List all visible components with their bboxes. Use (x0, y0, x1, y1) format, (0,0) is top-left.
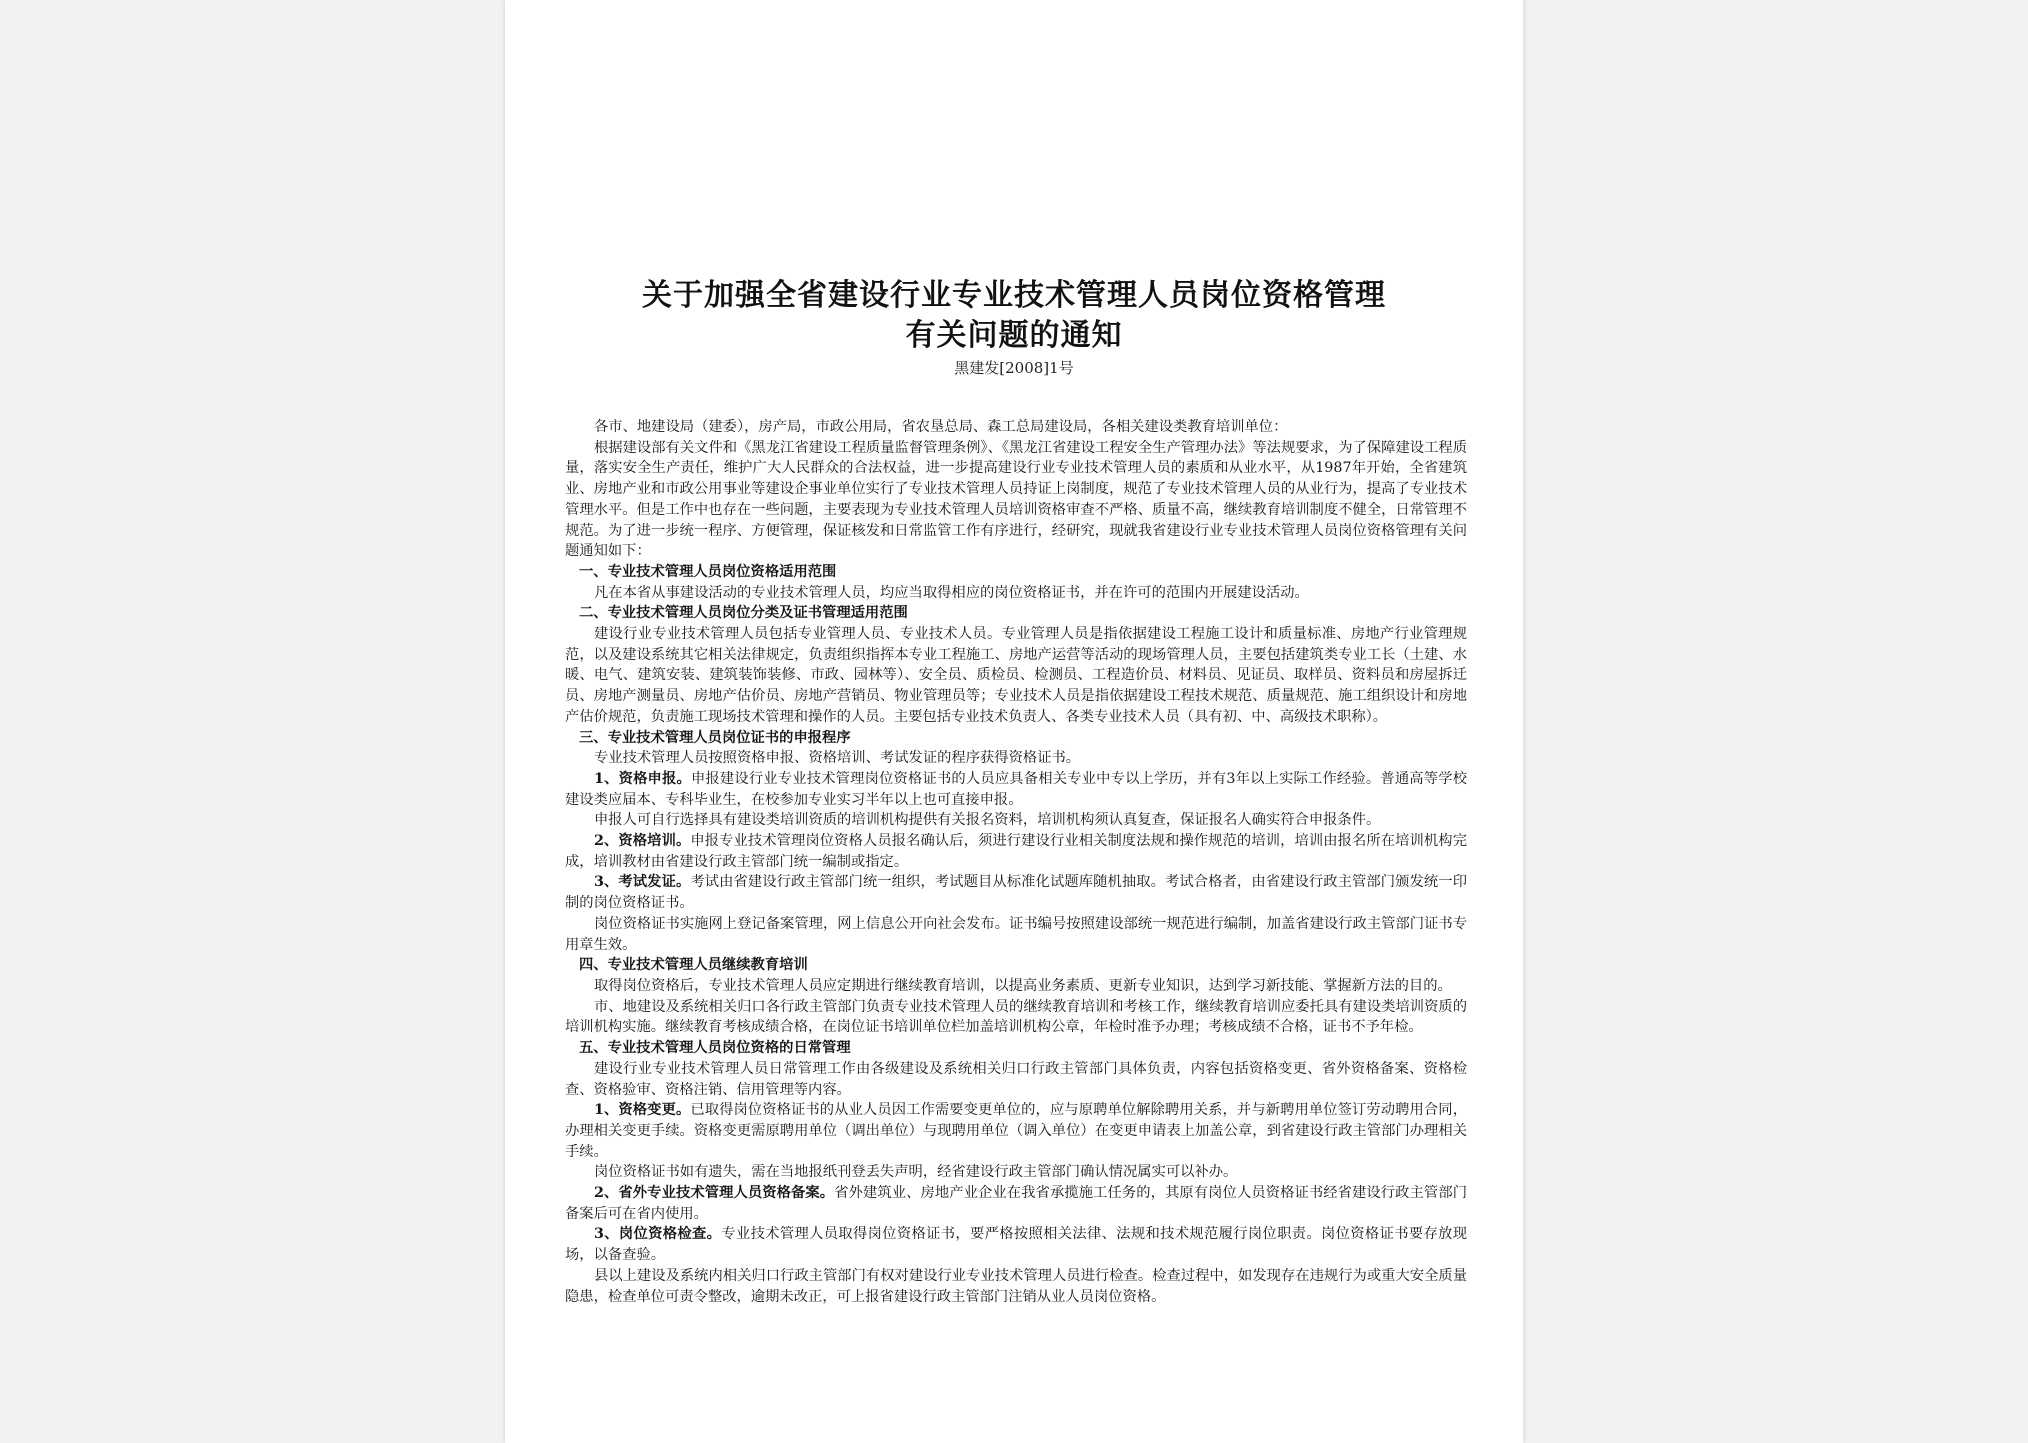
subsection-paragraph (565, 769, 1467, 810)
paragraph: 专业技术管理人员按照资格申报、资格培训、考试发证的程序获得资格证书。 (594, 750, 1081, 767)
section-heading: 一、专业技术管理人员岗位资格适用范围 (579, 563, 837, 580)
subsection-text: 专业技术管理人员取得岗位资格证书，要严格按照相关法律、法规和技术规范履行岗位职责。岗位资格证书要存放现场，以备查验。 (565, 1226, 1467, 1264)
document-title-line1: 关于加强全省建设行业专业技术管理人员岗位资格管理 (642, 278, 1386, 313)
document-body (565, 417, 1467, 1307)
section-heading: 四、专业技术管理人员继续教育培训 (579, 957, 808, 974)
subsection-paragraph (565, 831, 1467, 872)
section-heading: 五、专业技术管理人员岗位资格的日常管理 (579, 1040, 851, 1057)
paragraph: 建设行业专业技术管理人员日常管理工作由各级建设及系统相关归口行政主管部门具体负责，内容包括资格变更、省外资格备案、资格检查、资格验审、资格注销、信用管理等内容。 (565, 1060, 1467, 1098)
paragraph: 申报人可自行选择具有建设类培训资质的培训机构提供有关报名资料，培训机构须认真复查，保证报名人确实符合申报条件。 (594, 812, 1381, 829)
subsection-text: 省外建筑业、房地产业企业在我省承揽施工任务的，其原有岗位人员资格证书经省建设行政主管部门备案后可在省内使用。 (565, 1185, 1467, 1222)
subsection-text: 申报专业技术管理岗位资格人员报名确认后，须进行建设行业相关制度法规和操作规范的培训，培训由报名所在培训机构完成，培训教材由省建设行政主管部门统一编制或指定。 (565, 833, 1467, 870)
salutation: 各市、地建设局（建委），房产局，市政公用局，省农垦总局、森工总局建设局，各相关建设类教育培训单位： (594, 419, 1288, 435)
paragraph: 岗位资格证书实施网上登记备案管理，网上信息公开向社会发布。证书编号按照建设部统一规范进行编制，加盖省建设行政主管部门证书专用章生效。 (565, 915, 1467, 953)
paragraph: 岗位资格证书如有遗失，需在当地报纸刊登丢失声明，经省建设行政主管部门确认情况属实可以补办。 (594, 1164, 1238, 1181)
document-number: 黑建发[2008]1号 (954, 359, 1074, 377)
subsection-label: 1、资格变更。 (594, 1102, 691, 1119)
subsection-paragraph (565, 872, 1467, 913)
subsection-label: 2、资格培训。 (594, 833, 691, 850)
paragraph: 根据建设部有关文件和《黑龙江省建设工程质量监督管理条例》、《黑龙江省建设工程安全生产管理办法》等法规要求，为了保障建设工程质量，落实安全生产责任，维护广大人民群众的合法权益，进一步提高建设行业专业技术管理人员的素质和从业水平，从1987年开始，全省建筑业、房地产业和市政公用事业等建设企事业单位实行了专业技术管理人员持证上岗制度，规范了专业技术管理人员的从业行为，提高了专业技术管理水平。但是工作中也存在一些问题，主要表现为专业技术管理人员培训资格审查不严格、质量不高，继续教育培训制度不健全，日常管理不规范。为了进一步统一程序、方便管理，保证核发和日常监管工作有序进行，经研究，现就我省建设行业专业技术管理人员岗位资格管理有关问题通知如下： (565, 439, 1467, 560)
section-heading: 三、专业技术管理人员岗位证书的申报程序 (579, 729, 851, 746)
document-title-line2: 有关问题的通知 (905, 318, 1123, 353)
subsection-label: 2、省外专业技术管理人员资格备案。 (594, 1185, 835, 1202)
section-heading: 二、专业技术管理人员岗位分类及证书管理适用范围 (579, 605, 908, 622)
paragraph: 取得岗位资格后，专业技术管理人员应定期进行继续教育培训，以提高业务素质、更新专业知识，达到学习新技能、掌握新方法的目的。 (594, 977, 1452, 994)
subsection-label: 3、岗位资格检查。 (594, 1226, 722, 1243)
subsection-paragraph (565, 1100, 1467, 1162)
document-page (505, 0, 1523, 1443)
subsection-label: 1、资格申报。 (594, 770, 691, 787)
subsection-paragraph (565, 1224, 1467, 1265)
subsection-text: 已取得岗位资格证书的从业人员因工作需要变更单位的，应与原聘单位解除聘用关系，并与新聘用单位签订劳动聘用合同，办理相关变更手续。资格变更需原聘用单位（调出单位）与现聘用单位（调入单位）在变更申请表上加盖公章，到省建设行政主管部门办理相关手续。 (565, 1102, 1467, 1160)
paragraph: 市、地建设及系统相关归口各行政主管部门负责专业技术管理人员的继续教育培训和考核工作，继续教育培训应委托具有建设类培训资质的培训机构实施。继续教育考核成绩合格，在岗位证书培训单位栏加盖培训机构公章，年检时准予办理；考核成绩不合格，证书不予年检。 (565, 998, 1467, 1036)
subsection-label: 3、考试发证。 (594, 874, 691, 891)
subsection-text: 考试由省建设行政主管部门统一组织，考试题目从标准化试题库随机抽取。考试合格者，由省建设行政主管部门颁发统一印制的岗位资格证书。 (565, 874, 1467, 912)
paragraph: 建设行业专业技术管理人员包括专业管理人员、专业技术人员。专业管理人员是指依据建设工程施工设计和质量标准、房地产行业管理规范，以及建设系统其它相关法律规定，负责组织指挥本专业工程施工、房地产运营等活动的现场管理人员，主要包括建筑类专业工长（土建、水暖、电气、建筑安装、建筑装饰装修、市政、园林等）、安全员、质检员、检测员、工程造价员、材料员、见证员、取样员、资料员和房屋拆迁员、房地产测量员、房地产估价员、房地产营销员、物业管理员等；专业技术人员是指依据建设工程技术规范、质量规范、施工组织设计和房地产估价规范，负责施工现场技术管理和操作的人员。主要包括专业技术负责人、各类专业技术人员（具有初、中、高级技术职称）。 (565, 626, 1467, 725)
subsection-paragraph (565, 1183, 1467, 1224)
paragraph: 县以上建设及系统内相关归口行政主管部门有权对建设行业专业技术管理人员进行检查。检查过程中，如发现存在违规行为或重大安全质量隐患，检查单位可责令整改，逾期未改正，可上报省建设行政主管部门注销从业人员岗位资格。 (565, 1267, 1467, 1305)
paragraph: 凡在本省从事建设活动的专业技术管理人员，均应当取得相应的岗位资格证书，并在许可的范围内开展建设活动。 (594, 584, 1309, 601)
subsection-text: 申报建设行业专业技术管理岗位资格证书的人员应具备相关专业中专以上学历，并有3年以上实际工作经验。普通高等学校建设类应届本、专科毕业生，在校参加专业实习半年以上也可直接申报。 (565, 770, 1467, 808)
